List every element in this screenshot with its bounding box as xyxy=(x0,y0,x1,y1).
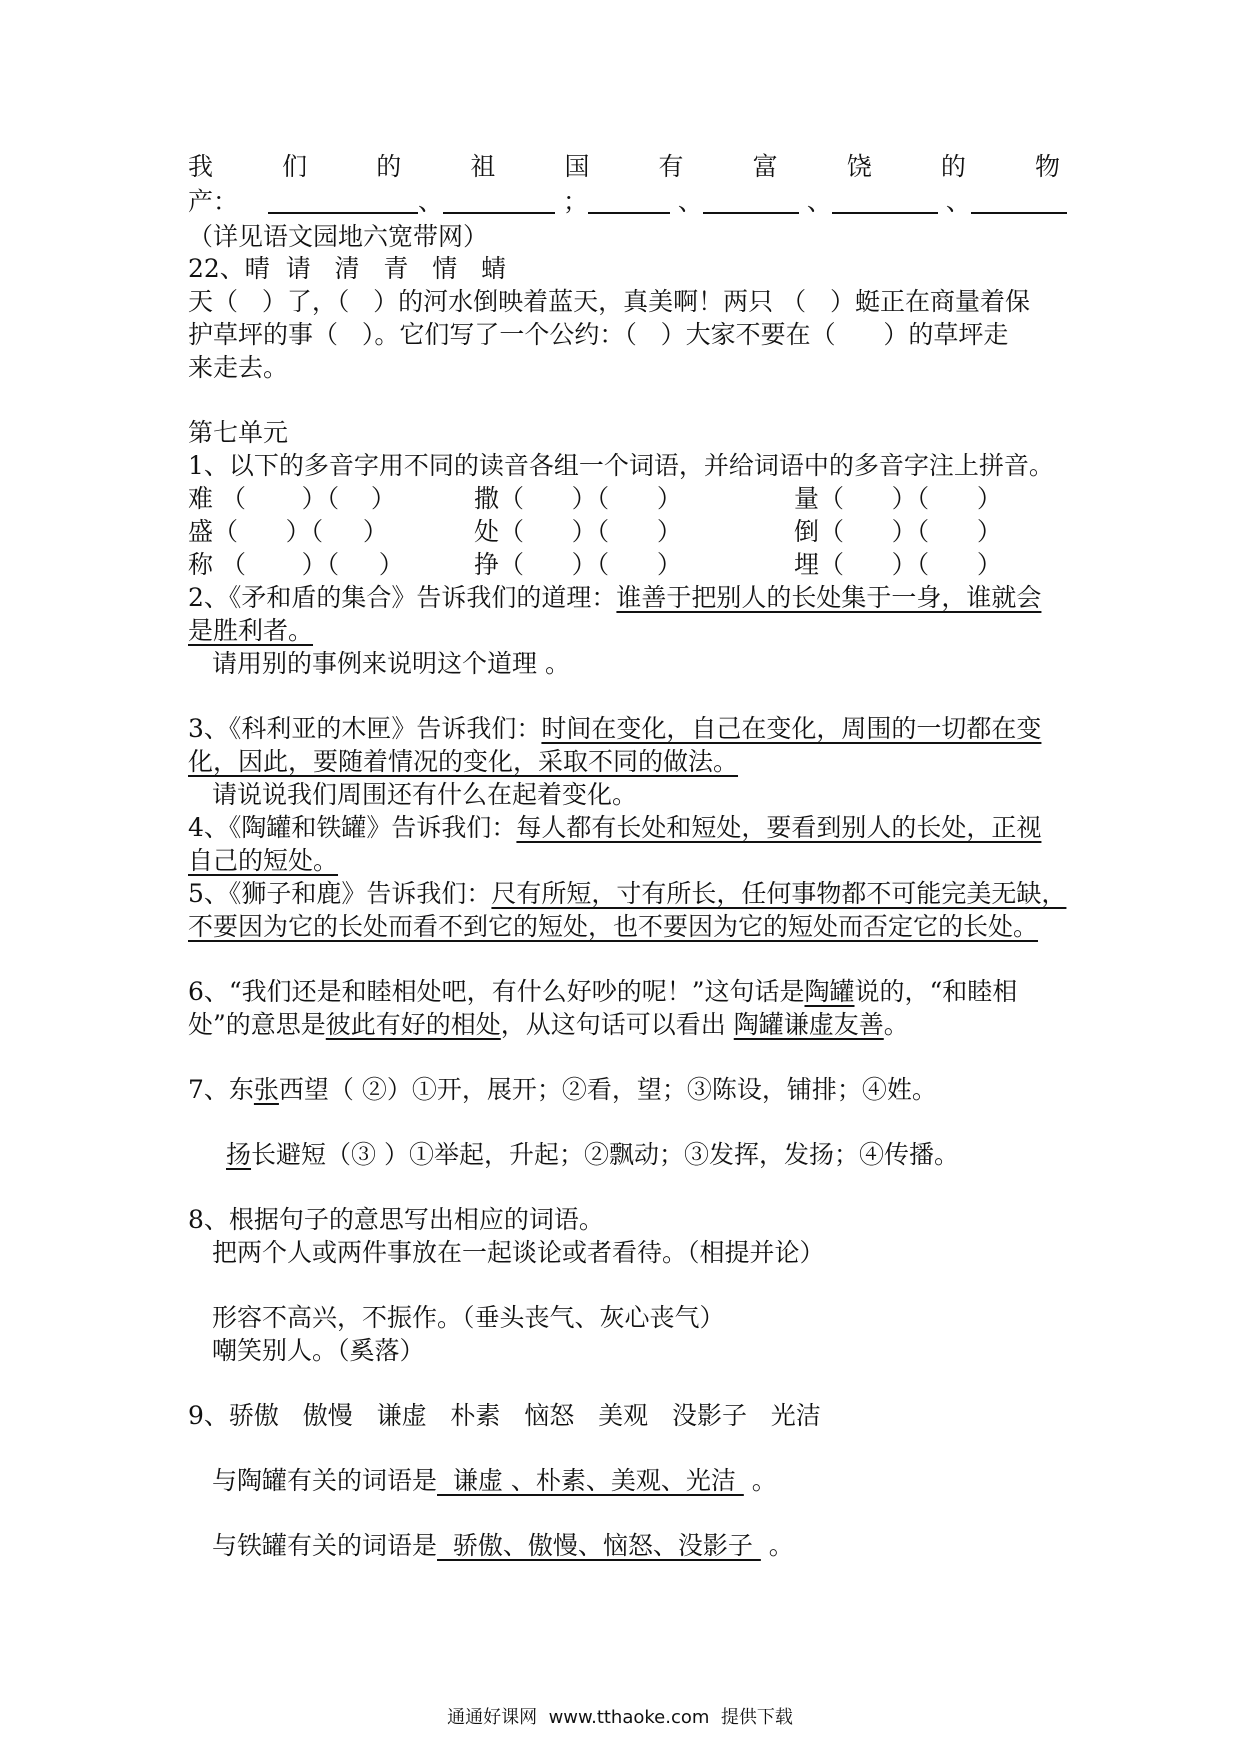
q1-cell: 盛（ ）（ ） xyxy=(188,517,388,546)
q6-answer: 彼此有好的相处 xyxy=(325,1010,501,1039)
q9-answer: 骄傲、傲慢、恼怒、没影子 xyxy=(437,1531,761,1560)
q1-cell: 难 （ ）（ ） xyxy=(188,484,396,513)
q3-line-2 xyxy=(188,745,1060,778)
char: 国 xyxy=(564,152,590,181)
separator: 、 xyxy=(417,187,443,216)
q8-title: 8、根据句子的意思写出相应的词语。 xyxy=(188,1205,604,1234)
q6-answer: 陶罐谦虚友善 xyxy=(733,1010,884,1039)
q3-answer: 化，因此，要随着情况的变化，采取不同的做法。 xyxy=(188,747,739,776)
q21-line-1 xyxy=(188,150,1060,183)
q4-answer: 每人都有长处和短处，要看到别人的长处，正视 xyxy=(516,813,1042,842)
q22-line-2: 护草坪的事（ ）。它们写了一个公约：（ ）大家不要在（ ）的草坪走 xyxy=(188,320,1009,349)
separator: 、 xyxy=(806,187,832,216)
q7-line-2 xyxy=(226,1138,1098,1171)
q2-answer: 谁善于把别人的长处集于一身，谁就会 xyxy=(616,583,1042,612)
char: 祖 xyxy=(470,152,496,181)
q2-line-1 xyxy=(188,581,1060,614)
q2-line-2 xyxy=(188,614,1060,647)
char: 们 xyxy=(282,152,308,181)
char: 的 xyxy=(376,152,402,181)
separator: ； xyxy=(562,187,588,216)
answer-blank xyxy=(971,188,1067,214)
answer-blank xyxy=(588,188,670,214)
char: 饶 xyxy=(846,152,872,181)
answer-blank xyxy=(268,188,418,214)
q1-row-2 xyxy=(188,515,1060,548)
q8-item: 形容不高兴，不振作。（垂头丧气、灰心丧气） xyxy=(212,1303,725,1332)
q7-text: 7、东 xyxy=(188,1075,254,1104)
q4-line-2 xyxy=(188,844,1060,877)
q21-line-2 xyxy=(188,185,1060,218)
q6-text: 处”的意思是 xyxy=(188,1010,326,1039)
answer-blank xyxy=(832,188,938,214)
q2-answer: 是胜利者。 xyxy=(188,616,314,645)
page-footer xyxy=(0,1703,1240,1729)
q3-answer: 时间在变化，自己在变化，周围的一切都在变 xyxy=(541,714,1042,743)
q5-answer: 尺有所短，寸有所长，任何事物都不可能完美无缺， xyxy=(491,879,1067,908)
q6-text: 。 xyxy=(883,1010,909,1039)
q1-cell: 倒（ ）（ ） xyxy=(794,517,1002,546)
char: 物 xyxy=(1034,152,1060,181)
q1-cell: 处（ ）（ ） xyxy=(474,517,682,546)
q9-line-2 xyxy=(212,1529,1084,1562)
text: 产： xyxy=(188,187,239,216)
q9-words: 9、骄傲 傲慢 谦虚 朴素 恼怒 美观 没影子 光洁 xyxy=(188,1401,821,1430)
char: 富 xyxy=(752,152,778,181)
separator: 、 xyxy=(677,187,703,216)
q6-text: 说的，“和睦相 xyxy=(854,977,1018,1006)
q2-prompt: 请用别的事例来说明这个道理 。 xyxy=(212,649,570,678)
q22-title: 22、晴 请 清 青 情 蜻 xyxy=(188,254,507,283)
q1-row-1 xyxy=(188,482,1060,515)
q3-prefix: 3、《科利亚的木匣》告诉我们： xyxy=(188,714,542,743)
answer-blank xyxy=(443,188,555,214)
q6-answer: 陶罐 xyxy=(804,977,855,1006)
q7-text: 西望（ ②）①开，展开；②看，望；③陈设，铺排；④姓。 xyxy=(278,1075,937,1104)
char: 我 xyxy=(188,152,214,181)
q9-text: 与铁罐有关的词语是 xyxy=(212,1531,438,1560)
q7-line-1 xyxy=(188,1073,1060,1106)
q1-cell: 挣（ ）（ ） xyxy=(474,550,682,579)
q1-cell: 埋（ ）（ ） xyxy=(794,550,1002,579)
q21-note: （详见语文园地六宽带网） xyxy=(188,222,489,251)
q3-line-1 xyxy=(188,712,1060,745)
q7-marked-char: 扬 xyxy=(226,1140,252,1169)
q9-text: 。 xyxy=(760,1531,794,1560)
q1-title: 1、以下的多音字用不同的读音各组一个词语，并给词语中的多音字注上拼音。 xyxy=(188,451,1054,480)
q1-cell: 撒（ ）（ ） xyxy=(474,484,682,513)
q9-text: 与陶罐有关的词语是 xyxy=(212,1466,438,1495)
unit-heading: 第七单元 xyxy=(188,418,289,447)
q7-marked-char: 张 xyxy=(253,1075,279,1104)
answer-blank xyxy=(703,188,799,214)
q6-line-1 xyxy=(188,975,1060,1008)
q4-line-1 xyxy=(188,811,1060,844)
q9-answer: 谦虚 、朴素、美观、光洁 xyxy=(437,1466,744,1495)
q6-text: 6、“我们还是和睦相处吧，有什么好吵的呢！”这句话是 xyxy=(188,977,805,1006)
q5-answer: 不要因为它的长处而看不到它的短处，也不要因为它的短处而否定它的长处。 xyxy=(188,912,1039,941)
q1-cell: 称 （ ）（ ） xyxy=(188,550,404,579)
footer-text: 通通好课网 www.tthaoke.com 提供下载 xyxy=(447,1707,793,1728)
char: 的 xyxy=(940,152,966,181)
q4-answer: 自己的短处。 xyxy=(188,846,339,875)
q1-cell: 量（ ）（ ） xyxy=(794,484,1002,513)
q5-prefix: 5、《狮子和鹿》告诉我们： xyxy=(188,879,492,908)
q5-line-2 xyxy=(188,910,1060,943)
q2-prefix: 2、《矛和盾的集合》告诉我们的道理： xyxy=(188,583,617,612)
q8-item: 嘲笑别人。（奚落） xyxy=(212,1336,425,1365)
q7-text: 长避短（③ ）①举起，升起；②飘动；③发挥，发扬；④传播。 xyxy=(251,1140,959,1169)
q4-prefix: 4、《陶罐和铁罐》告诉我们： xyxy=(188,813,517,842)
q9-line-1 xyxy=(212,1464,1084,1497)
q8-item: 把两个人或两件事放在一起谈论或者看待。（相提并论） xyxy=(212,1238,825,1267)
q6-text: ，从这句话可以看出 xyxy=(500,1010,734,1039)
q6-line-2 xyxy=(188,1008,1060,1041)
char: 有 xyxy=(658,152,684,181)
q3-prompt: 请说说我们周围还有什么在起着变化。 xyxy=(212,780,638,809)
q9-text: 。 xyxy=(743,1466,777,1495)
q5-line-1 xyxy=(188,877,1067,910)
separator: 、 xyxy=(945,187,971,216)
q22-line-1: 天（ ）了，（ ）的河水倒映着蓝天，真美啊！两只 （ ）蜓正在商量着保 xyxy=(188,287,1030,316)
q22-line-3: 来走去。 xyxy=(188,353,289,382)
q1-row-3 xyxy=(188,548,1060,581)
